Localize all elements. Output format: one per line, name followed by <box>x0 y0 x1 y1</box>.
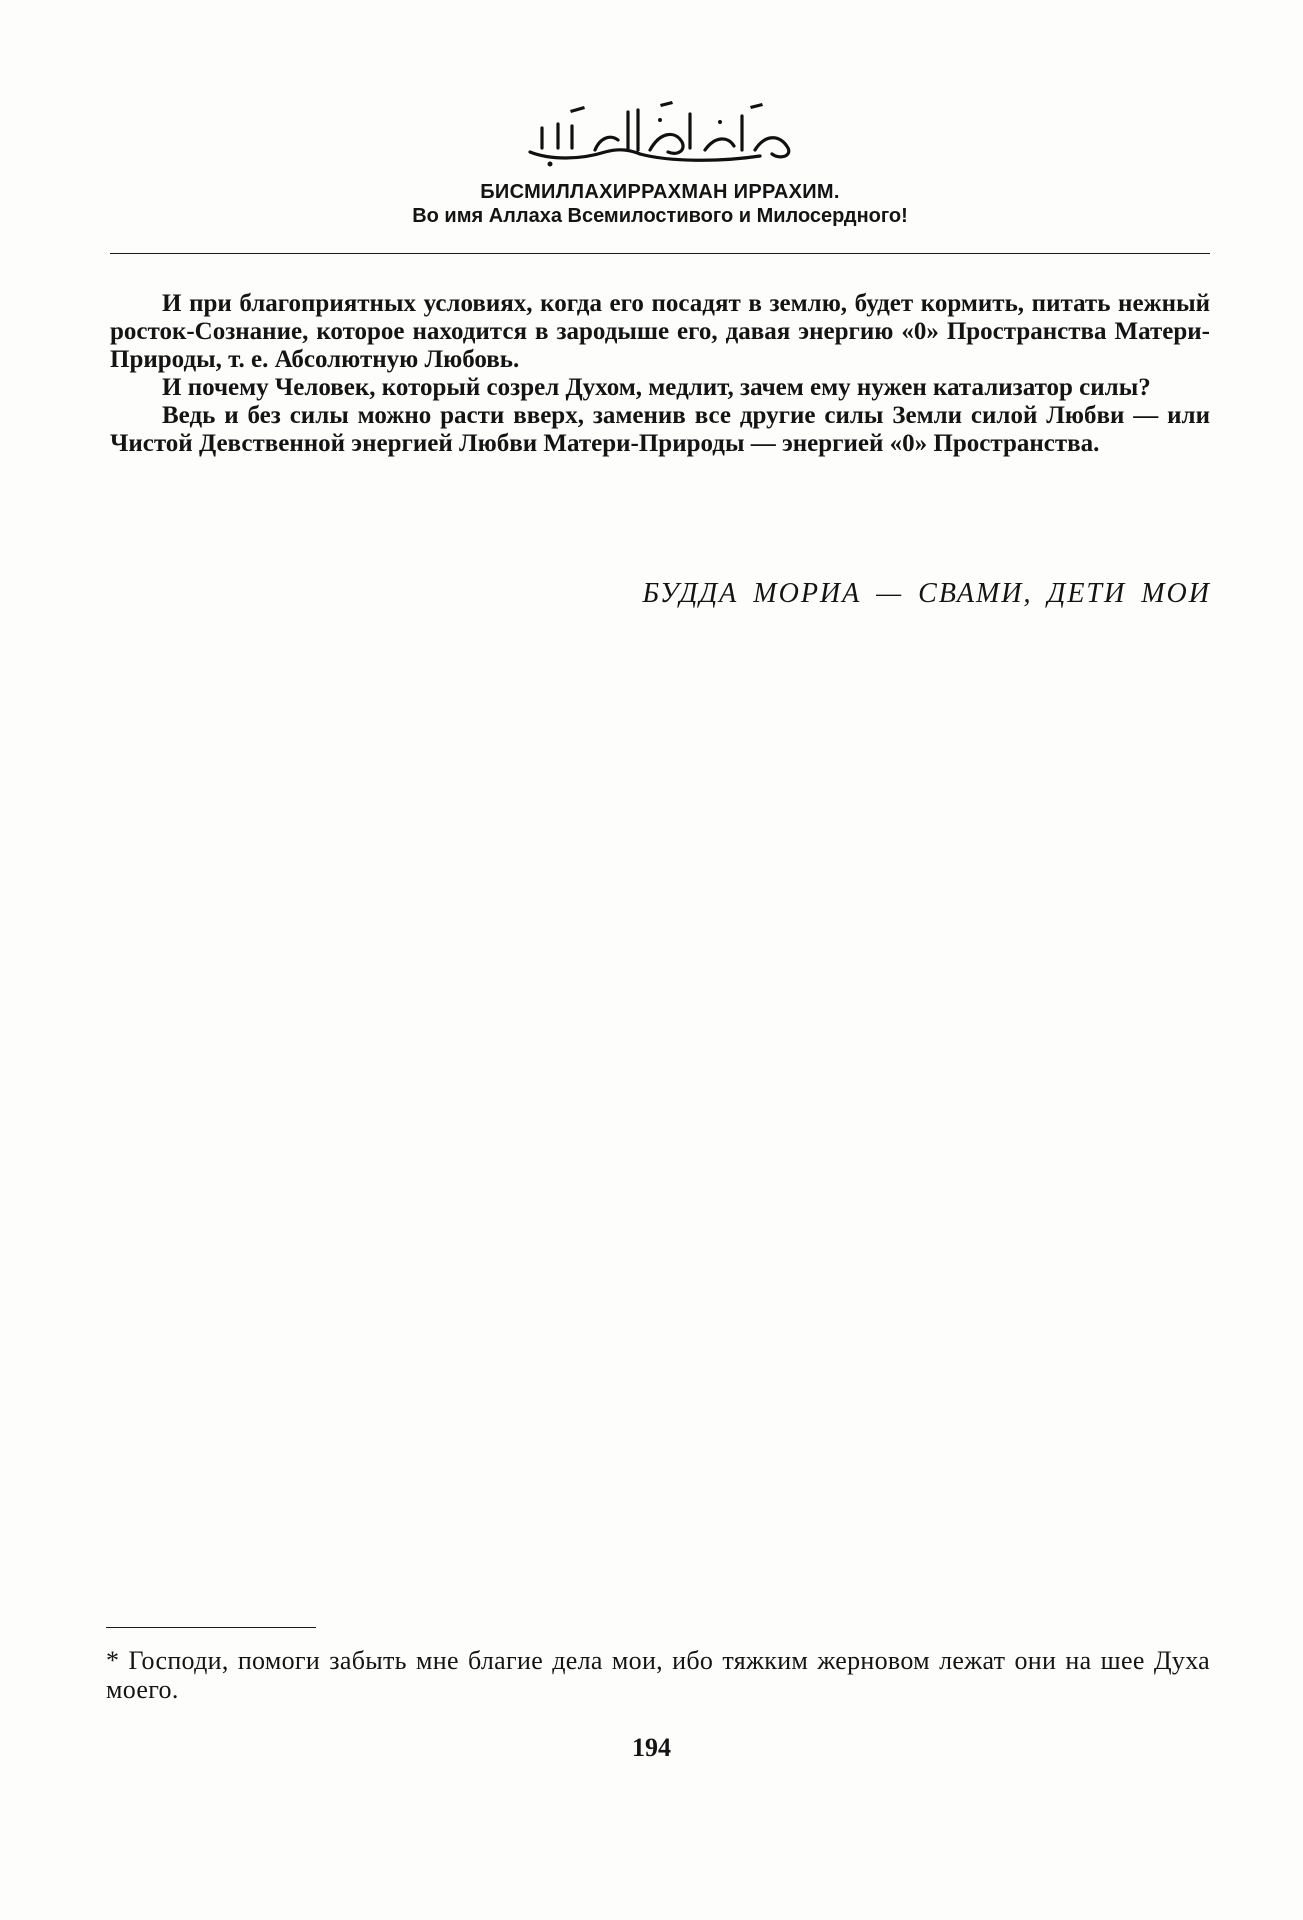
page-number: 194 <box>632 1733 671 1762</box>
header-title: БИСМИЛЛАХИРРАХМАН ИРРАХИМ. <box>480 181 840 203</box>
footnote-divider <box>106 1627 316 1628</box>
header-divider <box>110 253 1210 254</box>
page-header <box>110 90 1210 228</box>
footnote: * Господи, помоги забыть мне благие дела мои, ибо тяжким жерновом лежат они на шее Духа моего. <box>106 1646 1210 1704</box>
basmala-calligraphy <box>510 90 810 170</box>
paragraph: И почему Человек, который созрел Духом, медлит, зачем ему нужен катализатор силы? <box>162 374 1151 401</box>
main-text <box>110 290 1210 458</box>
paragraph: Ведь и без силы можно расти вверх, заменив все другие силы Земли силой Любви — или Чистой Девственной энергией Любви Матери-Природы — энергией «0» Пространства. <box>110 402 1210 457</box>
header-subtitle: Во имя Аллаха Всемилостивого и Милосердного! <box>412 205 908 227</box>
signature: БУДДА МОРИА — СВАМИ, ДЕТИ МОИ <box>642 578 1211 609</box>
paragraph: И при благоприятных условиях, когда его посадят в землю, будет кормить, питать нежный росток-Сознание, которое находится в зародыше его, давая энергию «0» Пространства Матери-Природы, т. е. Абсолютную Любовь. <box>110 290 1210 373</box>
